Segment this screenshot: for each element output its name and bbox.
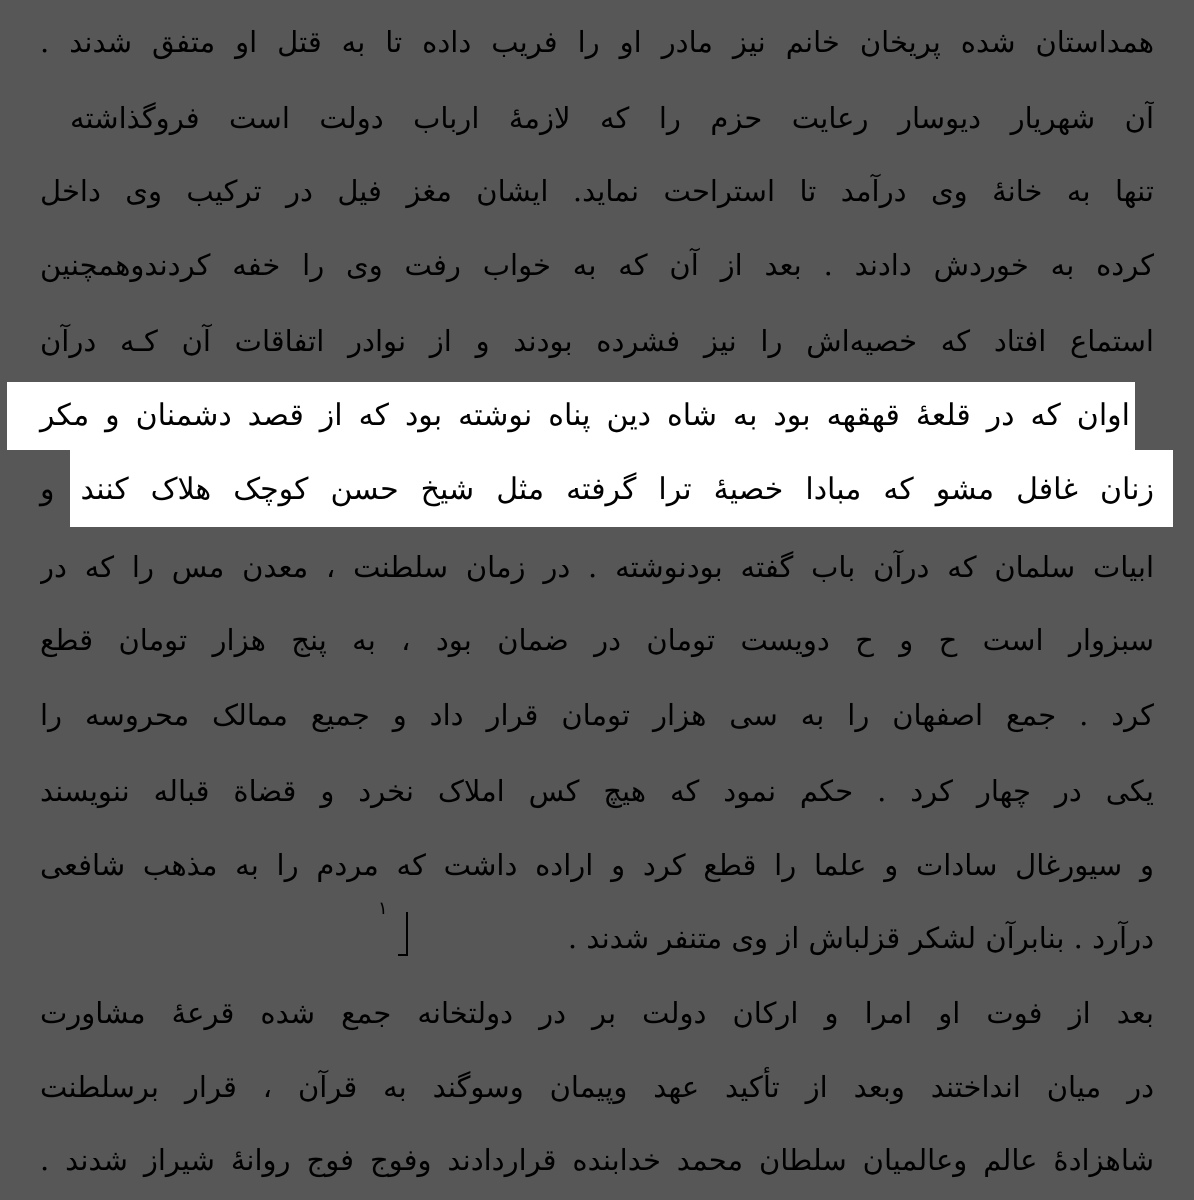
text-line-3: تنها به خانهٔ وی درآمد تا استراحت نماید. ایشان مغز فیل در ترکیب وی داخل [40,174,1154,208]
closing-bracket-mark [398,912,408,956]
text-line-10: سبزوار است ح و ح دویست تومان در ضمان بود ، به پنج هزار تومان قطع [40,623,1154,657]
text-line-17: شاهزادهٔ عالم وعالمیان سلطان محمد خدابنده قراردادند وفوج فوج روانهٔ شیراز شدند . [40,1143,1154,1177]
text-line-15: بعد از فوت او امرا و ارکان دولت بر در دولتخانه جمع شده قرعهٔ مشاورت [40,996,1154,1030]
text-line-5: استماع افتاد که خصیه‌اش را نیز فشرده بودند و از نوادر اتفاقات آن کـه درآن [40,324,1154,358]
highlighted-phrase-b: زنان غافل مشو که مبادا خصیهٔ ترا گرفته مثل شیخ حسن کوچک هلاک کنند [80,472,1154,507]
text-line-4: کرده به خوردش دادند . بعد از آن که به خواب رفت وی را خفه کردندوهمچنین [40,248,1154,282]
line-8-tail: و [40,472,59,507]
text-line-16: در میان انداختند وبعد از تأکید عهد وپیمان وسوگند به قرآن ، قرار برسلطنت [40,1070,1154,1104]
text-line-12: یکی در چهار کرد . حکم نمود که هیچ کس املاک نخرد و قضاة قباله ننویسند [40,774,1154,808]
footnote-mark: ۱ [378,898,388,919]
text-line-13: و سیورغال سادات و علما را قطع کرد و اراده داشت که مردم را به مذهب شافعی [40,848,1154,882]
text-line-9: ابیات سلمان که درآن باب گفته بودنوشته . در زمان سلطنت ، معدن مس را که در [40,550,1154,584]
text-line-11: کرد . جمع اصفهان را به سی هزار تومان قرار داد و جمیع ممالک محروسه را [40,698,1154,732]
text-line-2: آن شهریار دیوسار رعایت حزم را که لازمهٔ ارباب دولت است فروگذاشته [70,101,1154,135]
text-line-7 [40,386,1130,446]
text-line-8 [40,460,1154,520]
text-line-14: درآرد . بنابرآن لشکر قزلباش از وی متنفر شدند . [567,921,1154,955]
text-line-1: همداستان شده پریخان خانم نیز مادر او را فریب داده تا به قتل او متفق شدند . [40,25,1154,59]
highlighted-phrase-a: از قصد دشمنان و مکر [40,398,343,433]
line-7-pre-text: اوان که در قلعهٔ قهقهه بود به شاه دین پناه نوشته بود که [358,398,1131,433]
